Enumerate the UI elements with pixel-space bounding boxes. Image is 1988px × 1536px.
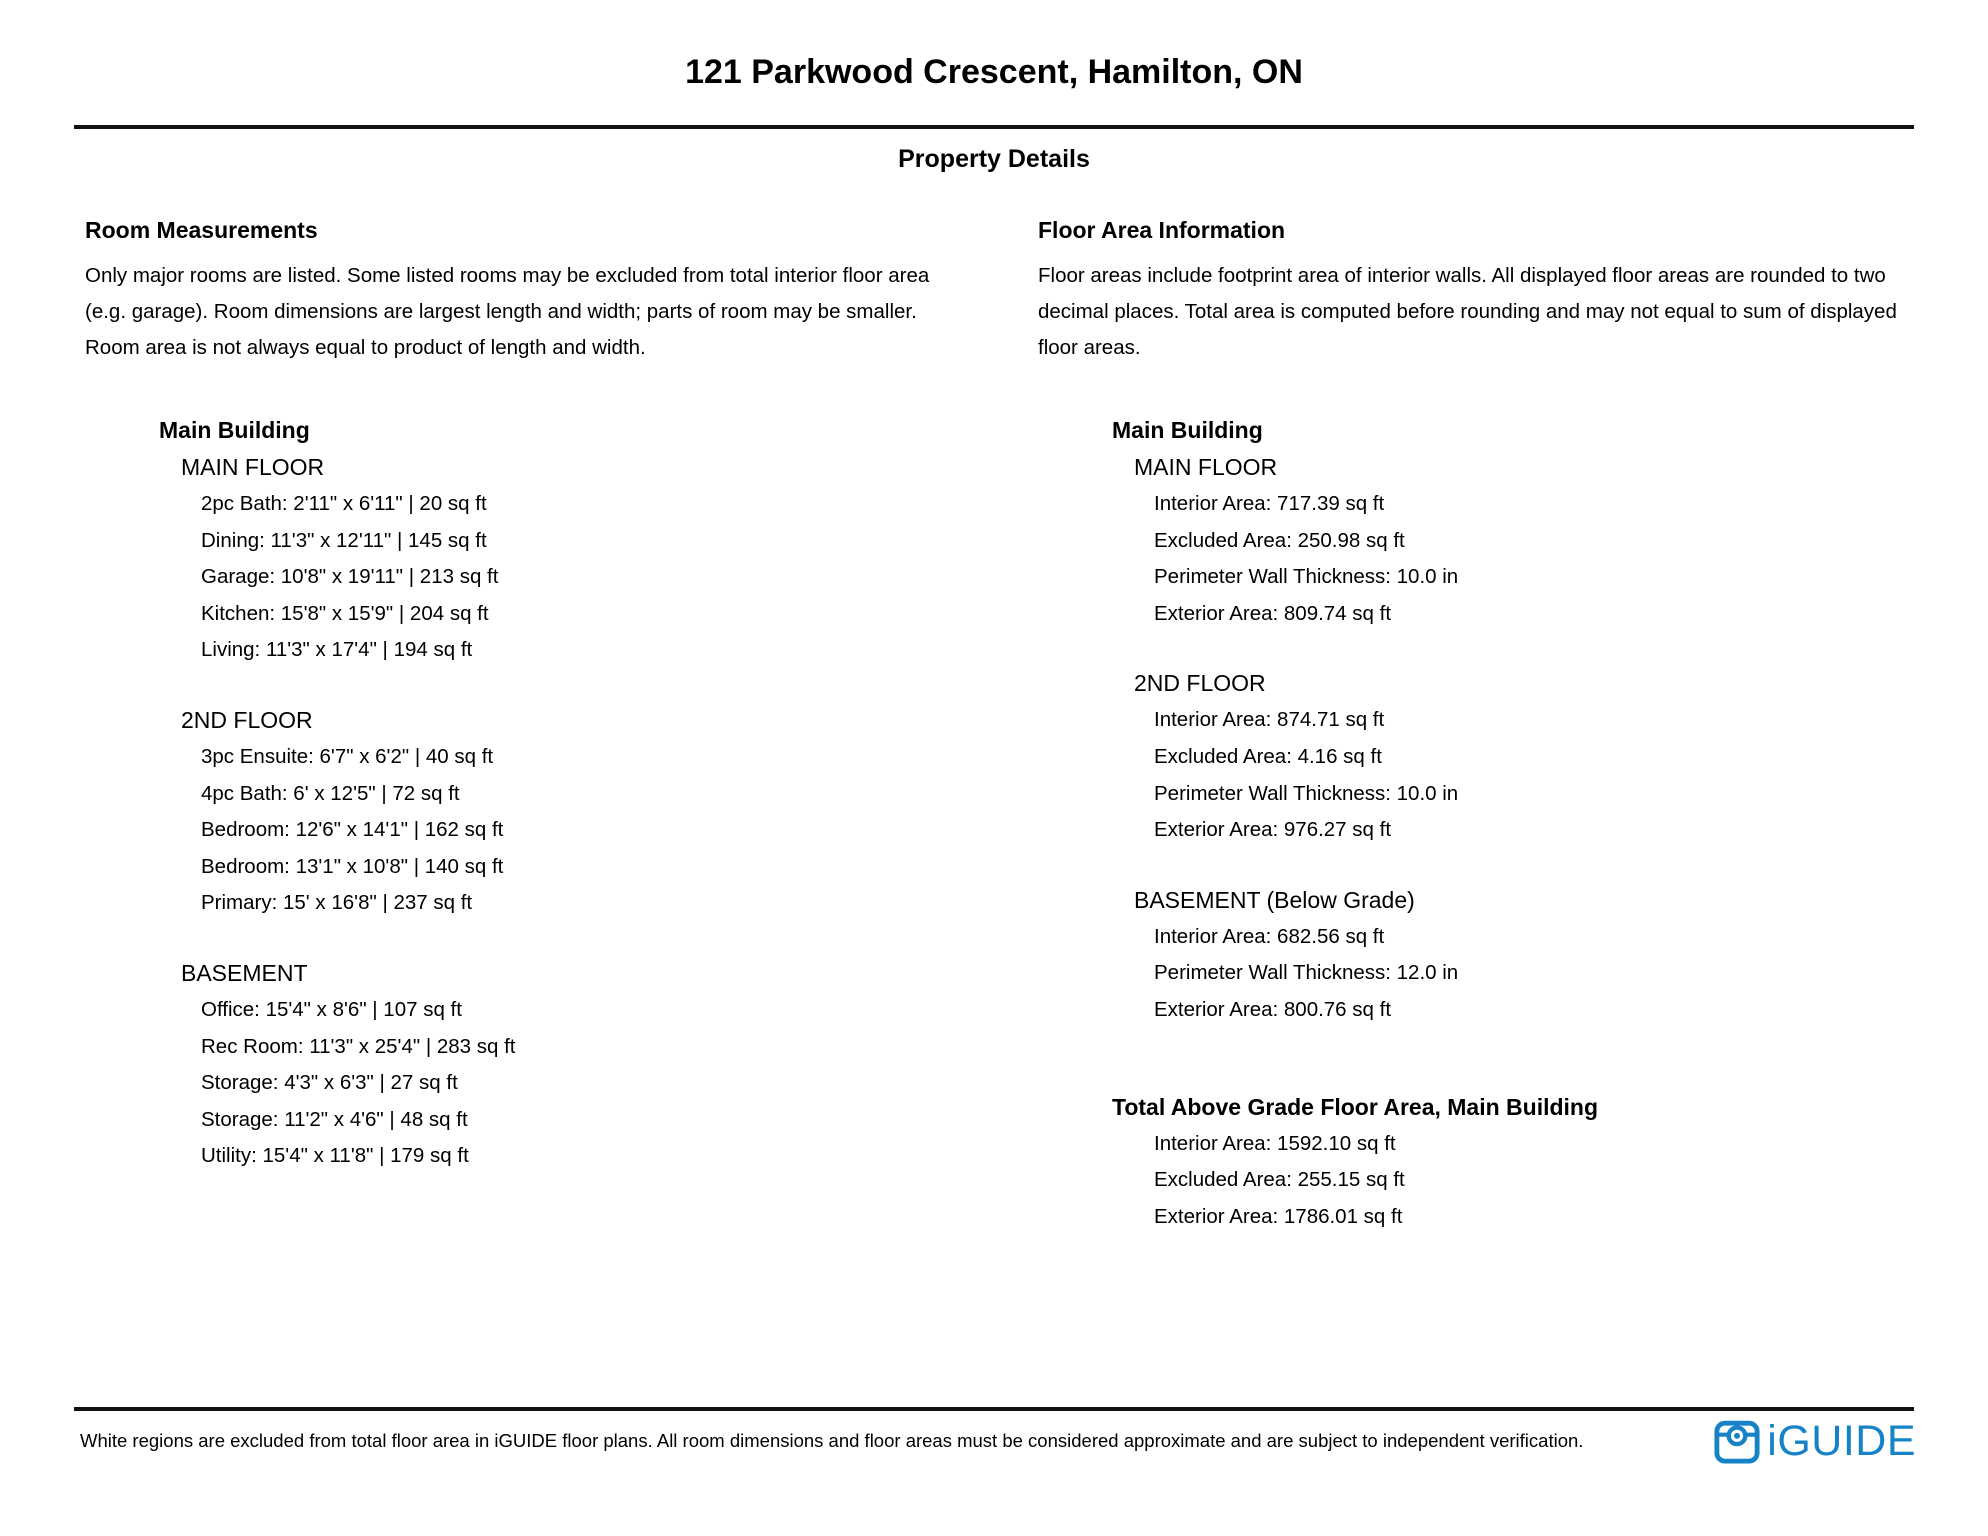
room-item: Storage: 4'3" x 6'3" | 27 sq ft <box>201 1071 458 1095</box>
room-item: Garage: 10'8" x 19'11" | 213 sq ft <box>201 565 499 589</box>
room-item: 3pc Ensuite: 6'7" x 6'2" | 40 sq ft <box>201 744 494 768</box>
description-line: decimal places. Total area is computed before rounding and may not equal to sum of displayed <box>1038 300 1897 323</box>
room-measurements-heading: Room Measurements <box>85 217 318 243</box>
floor-area-information-section <box>1038 216 1916 1235</box>
iguide-logo-text: iGUIDE <box>1767 1417 1916 1465</box>
total-heading: Total Above Grade Floor Area, Main Building <box>1112 1093 1599 1120</box>
footer-disclaimer: White regions are excluded from total floor area in iGUIDE floor plans. All room dimensions and floor areas must be considered approximate and are subject to independent verification. <box>80 1430 1584 1451</box>
footer <box>80 1418 1916 1464</box>
floor-area-heading: Floor Area Information <box>1038 217 1286 243</box>
floor-group-main-floor <box>85 449 1038 669</box>
area-stat: Perimeter Wall Thickness: 10.0 in <box>1154 781 1459 805</box>
content-columns <box>0 174 1988 1235</box>
room-item: Bedroom: 13'1" x 10'8" | 140 sq ft <box>201 854 504 878</box>
room-item: 2pc Bath: 2'11" x 6'11" | 20 sq ft <box>201 492 487 515</box>
area-stat: Perimeter Wall Thickness: 10.0 in <box>1154 565 1459 589</box>
room-measurements-description <box>85 258 1038 366</box>
building-heading: Main Building <box>159 417 310 443</box>
floor-heading: 2ND FLOOR <box>181 706 313 733</box>
room-item: Utility: 15'4" x 11'8" | 179 sq ft <box>201 1144 469 1168</box>
building-heading: Main Building <box>1112 417 1263 443</box>
area-group-basement <box>1038 882 1916 1029</box>
area-stat: Exterior Area: 800.76 sq ft <box>1154 997 1392 1021</box>
description-line: floor areas. <box>1038 336 1141 359</box>
area-stat: Excluded Area: 4.16 sq ft <box>1154 744 1382 768</box>
room-item: Kitchen: 15'8" x 15'9" | 204 sq ft <box>201 601 489 625</box>
room-item: Office: 15'4" x 8'6" | 107 sq ft <box>201 997 462 1021</box>
area-stat: Excluded Area: 255.15 sq ft <box>1154 1168 1405 1192</box>
page-subtitle: Property Details <box>898 145 1090 173</box>
total-above-grade-section <box>1038 1089 1916 1236</box>
title-divider <box>74 125 1914 129</box>
area-group-2nd-floor <box>1038 665 1916 848</box>
iguide-logo <box>1714 1418 1916 1464</box>
area-group-main-floor <box>1038 449 1916 632</box>
area-stat: Exterior Area: 809.74 sq ft <box>1154 601 1392 625</box>
description-line: (e.g. garage). Room dimensions are largest length and width; parts of room may be smaller. <box>85 300 917 323</box>
room-item: 4pc Bath: 6' x 12'5" | 72 sq ft <box>201 781 460 805</box>
area-stat: Interior Area: 1592.10 sq ft <box>1154 1131 1396 1155</box>
area-stat: Perimeter Wall Thickness: 12.0 in <box>1154 961 1459 985</box>
area-stat: Interior Area: 717.39 sq ft <box>1154 492 1385 515</box>
room-measurements-section <box>85 216 1038 1235</box>
room-item: Living: 11'3" x 17'4" | 194 sq ft <box>201 638 473 662</box>
floor-group-2nd-floor <box>85 702 1038 922</box>
floor-heading: 2ND FLOOR <box>1134 670 1266 697</box>
area-stat: Exterior Area: 1786.01 sq ft <box>1154 1204 1403 1228</box>
iguide-camera-icon <box>1714 1418 1760 1464</box>
room-item: Bedroom: 12'6" x 14'1" | 162 sq ft <box>201 818 504 842</box>
floor-heading: BASEMENT <box>181 959 308 986</box>
room-measurements-building <box>85 412 1038 1175</box>
floor-group-basement <box>85 955 1038 1175</box>
area-stat: Exterior Area: 976.27 sq ft <box>1154 818 1392 842</box>
area-stat: Excluded Area: 250.98 sq ft <box>1154 528 1405 552</box>
description-line: Only major rooms are listed. Some listed rooms may be excluded from total interior floor area <box>85 264 930 287</box>
floor-heading: MAIN FLOOR <box>181 454 325 480</box>
description-line: Room area is not always equal to product of length and width. <box>85 336 646 359</box>
area-stat: Interior Area: 682.56 sq ft <box>1154 924 1385 948</box>
floor-heading: BASEMENT (Below Grade) <box>1134 886 1415 913</box>
room-item: Primary: 15' x 16'8" | 237 sq ft <box>201 891 473 915</box>
room-item: Dining: 11'3" x 12'11" | 145 sq ft <box>201 528 487 552</box>
area-stat: Interior Area: 874.71 sq ft <box>1154 708 1385 732</box>
description-line: Floor areas include footprint area of interior walls. All displayed floor areas are rounded to two <box>1038 264 1886 287</box>
footer-divider <box>74 1407 1914 1411</box>
room-item: Rec Room: 11'3" x 25'4" | 283 sq ft <box>201 1034 516 1058</box>
floor-area-building <box>1038 412 1916 1029</box>
floor-heading: MAIN FLOOR <box>1134 454 1278 480</box>
page-title: 121 Parkwood Crescent, Hamilton, ON <box>685 53 1303 91</box>
room-item: Storage: 11'2" x 4'6" | 48 sq ft <box>201 1107 468 1131</box>
floor-area-description <box>1038 258 1916 366</box>
